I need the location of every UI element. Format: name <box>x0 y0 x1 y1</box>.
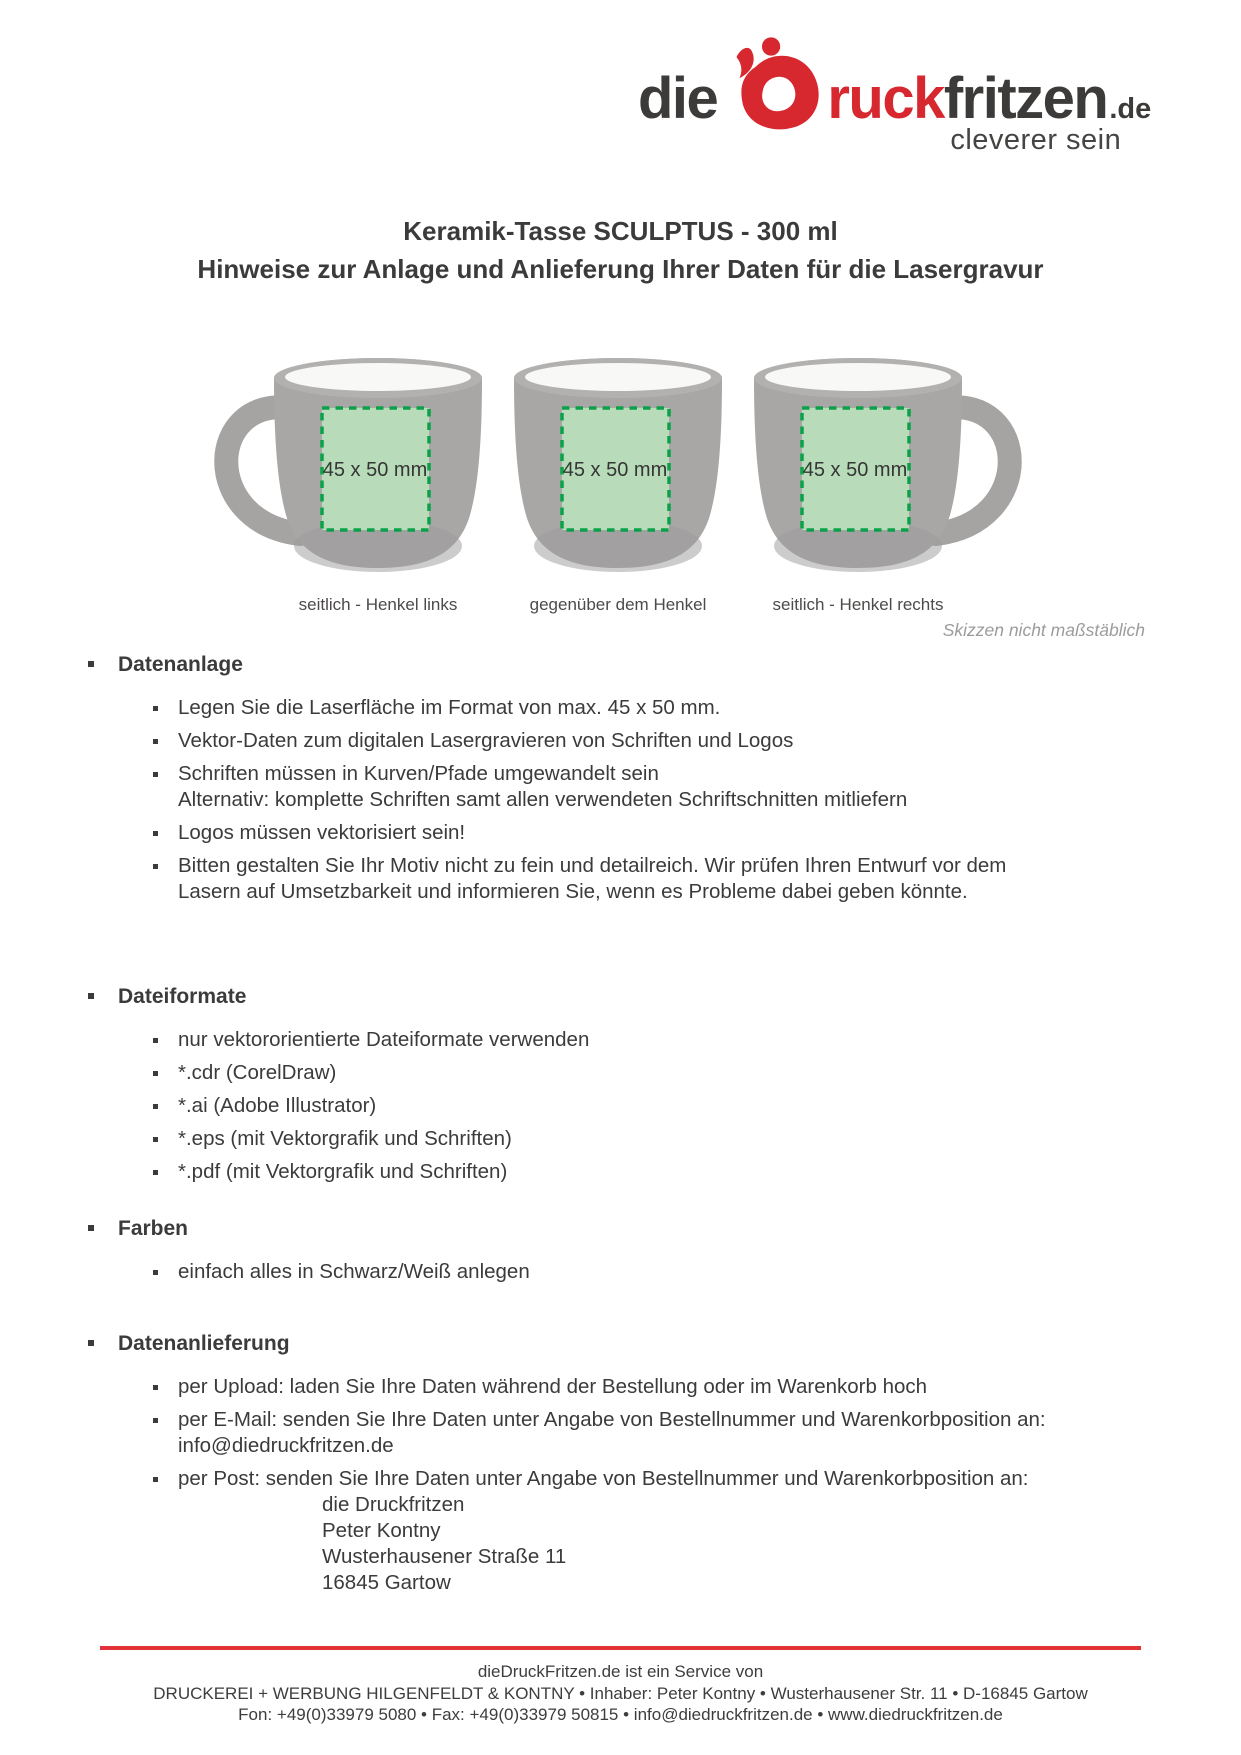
bullet-icon <box>153 1104 158 1109</box>
section-dateiformate <box>88 983 1178 1185</box>
list-item-text: Vektor-Daten zum digitalen Lasergravieren von Schriften und Logos <box>178 729 794 752</box>
print-area-size-label: 45 x 50 mm <box>562 459 668 481</box>
mug-view-handle-back <box>498 350 738 615</box>
section-farben <box>88 1215 1178 1285</box>
section-title: Farben <box>118 1217 189 1240</box>
list-item-text: Schriften müssen in Kurven/Pfade umgewandelt sein <box>178 762 659 785</box>
logo-word-ruck: ruck <box>827 65 944 131</box>
bullet-icon <box>88 1225 94 1231</box>
bullet-icon <box>153 706 158 711</box>
list-item-text: Legen Sie die Laserfläche im Format von max. 45 x 50 mm. <box>178 696 721 719</box>
page-title: Keramik-Tasse SCULPTUS - 300 ml <box>403 216 838 246</box>
logo-tagline: cleverer sein <box>950 124 1122 156</box>
not-to-scale-note: Skizzen nicht maßstäblich <box>942 620 1145 640</box>
list-item <box>153 1027 1178 1053</box>
mug-view-handle-right <box>738 350 978 615</box>
email-address-text: info@diedruckfritzen.de <box>178 1434 394 1457</box>
mug-caption: gegenüber dem Henkel <box>529 595 707 614</box>
mug-sketch-right-icon <box>738 350 978 575</box>
brand-logo <box>638 36 1151 157</box>
logo-word-die: die <box>638 65 718 131</box>
list-item-text: Logos müssen vektorisiert sein! <box>178 821 466 844</box>
section-datenanlieferung <box>88 1330 1178 1596</box>
list-item <box>153 761 1178 813</box>
list-item-text: per E-Mail: senden Sie Ihre Daten unter Angabe von Bestellnummer und Warenkorbposition an: <box>178 1408 1046 1431</box>
section-heading <box>88 983 1178 1010</box>
section-heading <box>88 1215 1178 1242</box>
bullet-icon <box>153 772 158 777</box>
list-item <box>153 1407 1178 1459</box>
bullet-icon <box>153 1071 158 1076</box>
list-item-text: per Post: senden Sie Ihre Daten unter Angabe von Bestellnummer und Warenkorbposition an: <box>178 1467 1029 1490</box>
bullet-icon <box>153 1038 158 1043</box>
list-item-text: nur vektororientierte Dateiformate verwenden <box>178 1028 590 1051</box>
footer <box>0 1661 1241 1726</box>
mug-views-row <box>258 350 978 615</box>
section-heading <box>88 1330 1178 1357</box>
bullet-icon <box>153 1418 158 1423</box>
list-item <box>153 1159 1178 1185</box>
print-area-size-label: 45 x 50 mm <box>802 459 908 481</box>
list-item <box>153 1060 1178 1086</box>
list-item-text: *.cdr (CorelDraw) <box>178 1061 337 1084</box>
postal-address-block <box>322 1492 1029 1596</box>
list-item <box>153 1126 1178 1152</box>
bullet-icon <box>153 1137 158 1142</box>
section-title: Dateiformate <box>118 985 247 1008</box>
page-subtitle: Hinweise zur Anlage und Anlieferung Ihrer Daten für die Lasergravur <box>197 254 1044 284</box>
address-line: die Druckfritzen <box>322 1493 465 1516</box>
footer-contact-line: Fon: +49(0)33979 5080 • Fax: +49(0)33979 50815 • info@diedruckfritzen.de • www.diedruckfritzen.de <box>238 1705 1003 1724</box>
list-item <box>153 1466 1178 1596</box>
list-item <box>153 728 1178 754</box>
mug-caption: seitlich - Henkel rechts <box>772 595 944 614</box>
bullet-icon <box>153 1170 158 1175</box>
list-item-text: Lasern auf Umsetzbarkeit und informieren Sie, wenn es Probleme dabei geben könnte. <box>178 880 968 903</box>
footer-divider <box>100 1646 1141 1650</box>
bullet-icon <box>153 831 158 836</box>
bullet-icon <box>88 1340 94 1346</box>
logo-word-fritzen: fritzen <box>943 65 1108 131</box>
list-item <box>153 695 1178 721</box>
list-item-text: per Upload: laden Sie Ihre Daten während der Bestellung oder im Warenkorb hoch <box>178 1375 928 1398</box>
list-item-text: *.ai (Adobe Illustrator) <box>178 1094 377 1117</box>
mug-view-handle-left <box>258 350 498 615</box>
mug-sketch-left-icon <box>258 350 498 575</box>
address-line: Wusterhausener Straße 11 <box>322 1545 567 1568</box>
bullet-icon <box>153 1477 158 1482</box>
list-item-text: einfach alles in Schwarz/Weiß anlegen <box>178 1260 530 1283</box>
mug-sketch-front-icon <box>498 350 738 575</box>
print-area-size-label: 45 x 50 mm <box>322 459 428 481</box>
list-item-text: *.pdf (mit Vektorgrafik und Schriften) <box>178 1160 508 1183</box>
list-item <box>153 1374 1178 1400</box>
footer-company-line: DRUCKEREI + WERBUNG HILGENFELDT & KONTNY • Inhaber: Peter Kontny • Wusterhausener Str. 11 • D-16845 Gartow <box>153 1683 1088 1703</box>
list-item <box>153 1093 1178 1119</box>
address-line: 16845 Gartow <box>322 1571 451 1594</box>
bullet-icon <box>153 739 158 744</box>
bullet-icon <box>88 993 94 999</box>
instructions-content <box>88 651 1178 1596</box>
section-title: Datenanlage <box>118 653 243 676</box>
bullet-icon <box>88 661 94 667</box>
list-item <box>153 1259 1178 1285</box>
druckfritzen-drop-icon <box>723 36 823 132</box>
list-item-text: Alternativ: komplette Schriften samt allen verwendeten Schriftschnitten mitliefern <box>178 788 908 811</box>
list-item-text: *.eps (mit Vektorgrafik und Schriften) <box>178 1127 512 1150</box>
bullet-icon <box>153 1270 158 1275</box>
mug-caption: seitlich - Henkel links <box>298 595 458 614</box>
address-line: Peter Kontny <box>322 1519 441 1542</box>
section-heading <box>88 651 1178 678</box>
bullet-icon <box>153 864 158 869</box>
list-item <box>153 820 1178 846</box>
list-item <box>153 853 1178 905</box>
logo-word-de: .de <box>1109 93 1152 125</box>
bullet-icon <box>153 1385 158 1390</box>
footer-service-line: dieDruckFritzen.de ist ein Service von <box>477 1662 764 1681</box>
section-title: Datenanlieferung <box>118 1332 290 1355</box>
list-item-text: Bitten gestalten Sie Ihr Motiv nicht zu fein und detailreich. Wir prüfen Ihren Entwurf vor dem <box>178 854 1007 877</box>
section-datenanlage <box>88 651 1178 905</box>
